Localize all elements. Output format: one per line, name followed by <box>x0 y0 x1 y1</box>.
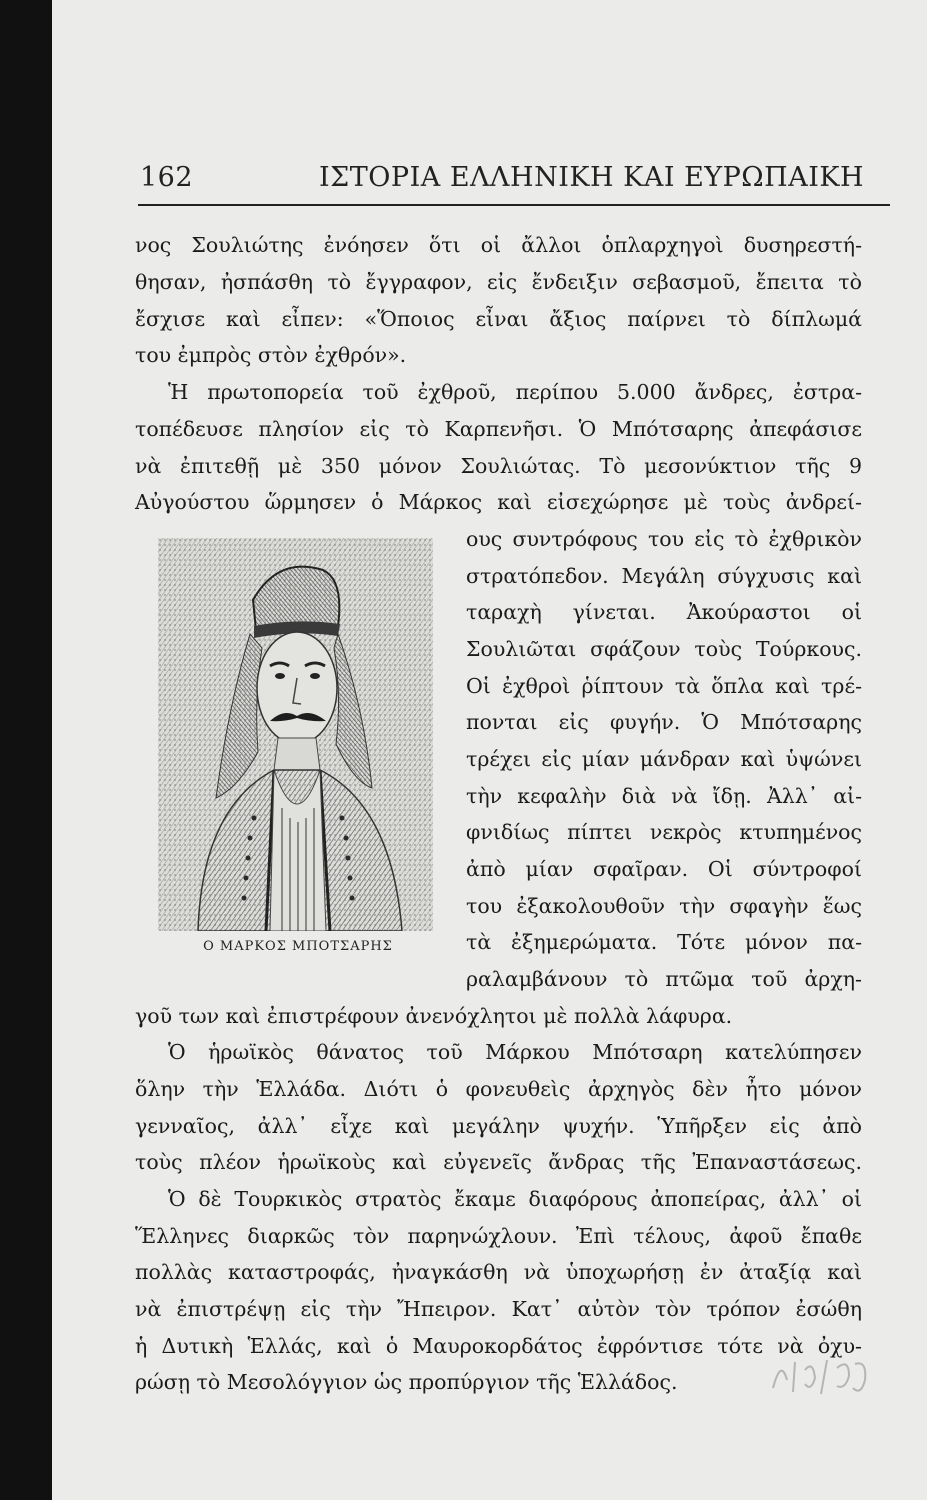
text-line: πολλὰς καταστροφάς, ἠναγκάσθη νὰ ὑποχωρήσῃ ἐν ἀταξίᾳ καὶ <box>135 1260 862 1284</box>
text-line: στρατόπεδον. Μεγάλη σύγχυσις καὶ <box>466 564 862 588</box>
text-line: τοὺς πλέον ἡρωϊκοὺς καὶ εὐγενεῖς ἄνδρας τῆς Ἐπαναστάσεως. <box>135 1150 862 1174</box>
portrait-caption: Ο ΜΑΡΚΟΣ ΜΠΟΤΣΑΡΗΣ <box>203 939 393 954</box>
text-line: Αὐγούστου ὥρμησεν ὁ Μάρκος καὶ εἰσεχώρησε μὲ τοὺς ἀνδρεί- <box>135 490 862 514</box>
text-line: Ὁ ἡρωϊκὸς θάνατος τοῦ Μάρκου Μπότσαρη κατελύπησεν <box>168 1040 862 1064</box>
text-line: του ἐξακολουθοῦν τὴν σφαγὴν ἕως <box>466 894 862 918</box>
running-header <box>138 154 890 206</box>
text-line: ους συντρόφους του εἰς τὸ ἐχθρικὸν <box>466 527 862 551</box>
text-line: ρώσῃ τὸ Μεσολόγγιον ὡς προπύργιον τῆς Ἑλλάδος. <box>135 1370 678 1394</box>
text-line: του ἐμπρὸς στὸν ἐχθρόν». <box>135 343 407 367</box>
portrait-engraving <box>158 538 433 931</box>
text-line: Ὁ δὲ Τουρκικὸς στρατὸς ἔκαμε διαφόρους ἀποπείρας, ἀλλ᾿ οἱ <box>168 1187 862 1211</box>
text-line: γενναῖος, ἀλλ᾿ εἶχε καὶ μεγάλην ψυχήν. Ὑπῆρξεν εἰς ἀπὸ <box>135 1114 862 1138</box>
text-line: Ἕλληνες διαρκῶς τὸν παρηνώχλουν. Ἐπὶ τέλους, ἀφοῦ ἔπαθε <box>135 1224 862 1248</box>
text-line: ραλαμβάνουν τὸ πτῶμα τοῦ ἀρχη- <box>466 967 862 991</box>
text-line: ἡ Δυτικὴ Ἑλλάς, καὶ ὁ Μαυροκορδάτος ἐφρόντισε τότε νὰ ὀχυ- <box>135 1334 862 1358</box>
text-line: ταραχὴ γίνεται. Ἀκούραστοι οἱ <box>466 600 862 624</box>
pencil-annotation-mark <box>765 1340 875 1400</box>
text-line: τρέχει εἰς μίαν μάνδραν καὶ ὑψώνει <box>466 747 862 771</box>
text-line: Οἱ ἐχθροὶ ῥίπτουν τὰ ὅπλα καὶ τρέ- <box>466 674 862 698</box>
text-line: τὴν κεφαλὴν διὰ νὰ ἴδῃ. Ἀλλ᾿ αἰ- <box>466 784 862 808</box>
text-line: νος Σουλιώτης ἐνόησεν ὅτι οἱ ἄλλοι ὁπλαρχηγοὶ δυσηρεστή- <box>135 233 862 257</box>
text-line: τοπέδευσε πλησίον εἰς τὸ Καρπενῆσι. Ὁ Μπότσαρης ἀπεφάσισε <box>135 417 862 441</box>
text-line: τὰ ἐξημερώματα. Τότε μόνον πα- <box>466 930 862 954</box>
text-line: ἔσχισε καὶ εἶπεν: «Ὅποιος εἶναι ἄξιος παίρνει τὸ δίπλωμά <box>135 307 862 331</box>
text-line: γοῦ των καὶ ἐπιστρέφουν ἀνενόχλητοι μὲ πολλὰ λάφυρα. <box>135 1004 733 1028</box>
text-line: πονται εἰς φυγήν. Ὁ Μπότσαρης <box>466 710 862 734</box>
text-line: ἀπὸ μίαν σφαῖραν. Οἱ σύντροφοί <box>466 857 862 881</box>
running-title: ΙΣΤΟΡΙΑ ΕΛΛΗΝΙΚΗ ΚΑΙ ΕΥΡΩΠΑΙΚΗ <box>319 162 865 193</box>
text-line: Ἡ πρωτοπορεία τοῦ ἐχθροῦ, περίπου 5.000 ἄνδρες, ἐστρα- <box>168 380 862 404</box>
text-line: Σουλιῶται σφάζουν τοὺς Τούρκους. <box>466 637 862 661</box>
text-line: ὅλην τὴν Ἑλλάδα. Διότι ὁ φονευθεὶς ἀρχηγὸς δὲν ἦτο μόνον <box>135 1077 862 1101</box>
text-line: νὰ ἐπιστρέψῃ εἰς τὴν Ἤπειρον. Κατ᾿ αὐτὸν τὸν τρόπον ἐσώθη <box>135 1297 862 1321</box>
portrait-illustration <box>158 538 433 931</box>
text-line: θησαν, ἠσπάσθη τὸ ἔγγραφον, εἰς ἔνδειξιν σεβασμοῦ, ἔπειτα τὸ <box>135 270 862 294</box>
page-number: 162 <box>140 162 194 193</box>
text-line: φνιδίως πίπτει νεκρὸς κτυπημένος <box>466 820 862 844</box>
text-line: νὰ ἐπιτεθῇ μὲ 350 μόνον Σουλιώτας. Τὸ μεσονύκτιον τῆς 9 <box>135 454 862 478</box>
